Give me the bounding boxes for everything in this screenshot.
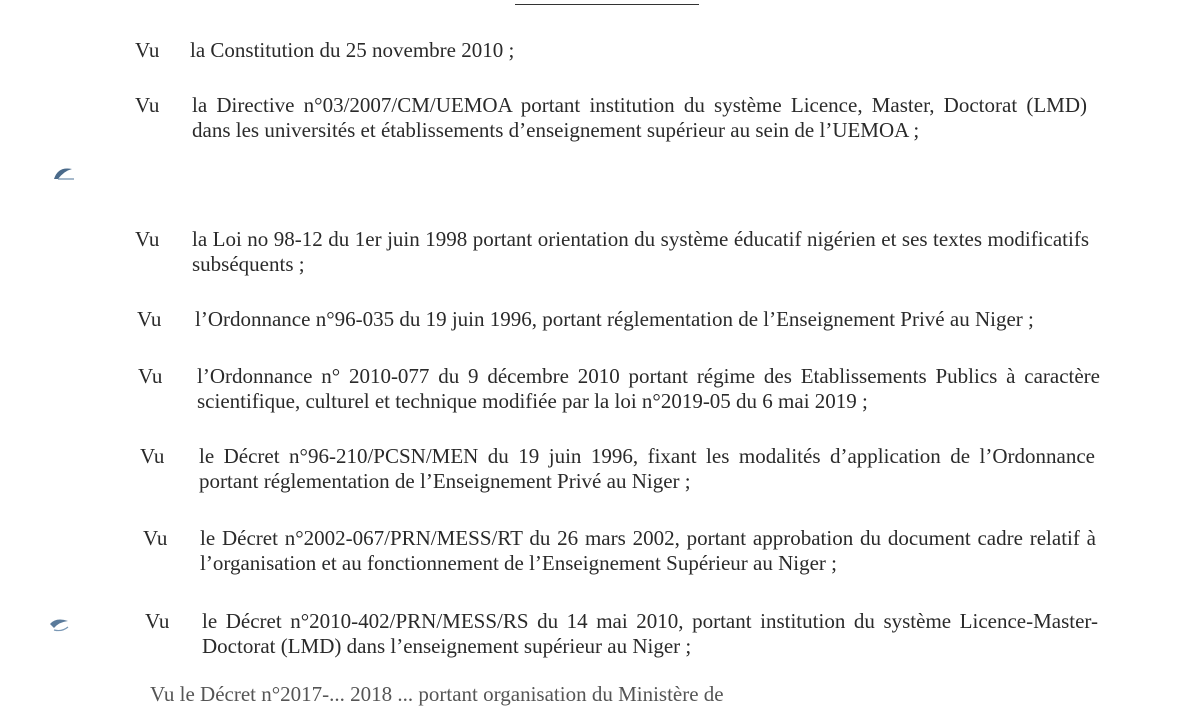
punch-hole-icon [48, 616, 72, 634]
clause-text: le Décret n°2002-067/PRN/MESS/RT du 26 mars 2002, portant approbation du document cadre relatif à l’organisation et au fonctionnement de l’Enseignement Supérieur au Niger ; [200, 526, 1096, 575]
header-underline [515, 4, 699, 5]
clause-8 [145, 609, 1098, 659]
clause-prefix: Vu [140, 444, 165, 468]
clause-3 [135, 227, 1089, 277]
punch-hole-icon [52, 163, 76, 181]
clause-6 [140, 444, 1095, 494]
clause-2 [135, 93, 1087, 143]
clause-1 [135, 38, 1095, 63]
clause-prefix: Vu [145, 609, 170, 633]
clause-text: la Constitution du 25 novembre 2010 ; [190, 38, 515, 62]
clause-prefix: Vu [137, 307, 162, 331]
clause-text: le Décret n°96-210/PCSN/MEN du 19 juin 1996, fixant les modalités d’application de l’Ordonnance portant réglementation de l’Enseignement Privé au Niger ; [199, 444, 1095, 493]
clause-7 [143, 526, 1096, 576]
clause-4 [137, 307, 1093, 332]
clause-prefix: Vu [143, 526, 168, 550]
clause-text: le Décret n°2010-402/PRN/MESS/RS du 14 mai 2010, portant institution du système Licence-Master-Doctorat (LMD) dans l’enseignement supérieur au Niger ; [202, 609, 1098, 658]
clause-prefix: Vu [138, 364, 163, 388]
clause-prefix: Vu [135, 38, 160, 62]
clause-text: l’Ordonnance n° 2010-077 du 9 décembre 2010 portant régime des Etablissements Publics à caractère scientifique, culturel et technique modifiée par la loi n°2019-05 du 6 mai 2019 ; [197, 364, 1100, 413]
clause-text: la Directive n°03/2007/CM/UEMOA portant institution du système Licence, Master, Doctorat (LMD) dans les universités et établissements d’enseignement supérieur au sein de l’UEMOA ; [192, 93, 1087, 142]
clause-text: la Loi no 98-12 du 1er juin 1998 portant orientation du système éducatif nigérien et ses textes modificatifs subséquents ; [192, 227, 1089, 276]
clause-5 [138, 364, 1100, 414]
clause-prefix: Vu [135, 93, 160, 117]
partial-clause-line: Vu le Décret n°2017-... 2018 ... portant organisation du Ministère de [150, 682, 724, 706]
clause-text: l’Ordonnance n°96-035 du 19 juin 1996, portant réglementation de l’Enseignement Privé au Niger ; [195, 307, 1034, 331]
clause-prefix: Vu [135, 227, 160, 251]
